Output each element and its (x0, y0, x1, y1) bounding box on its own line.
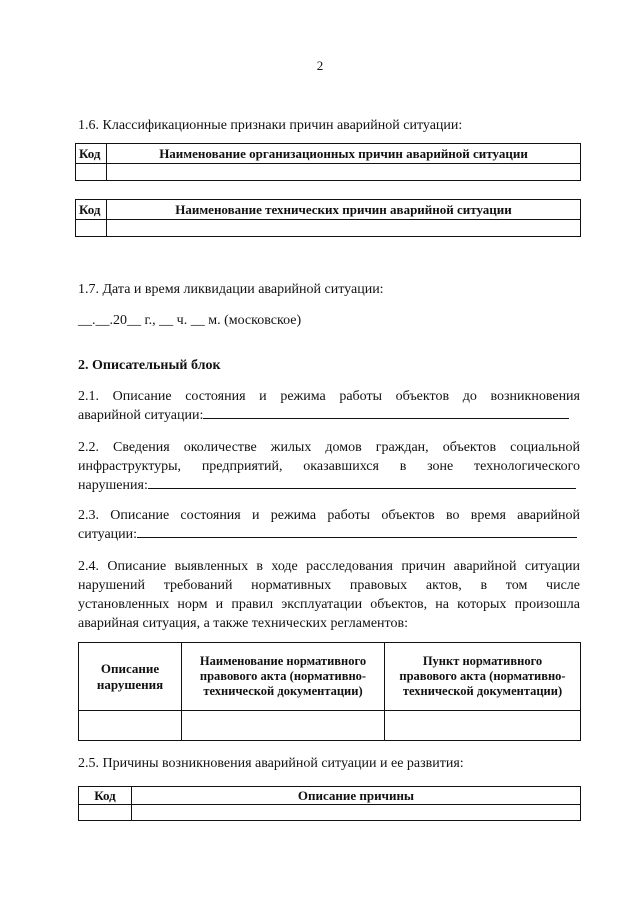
page-number: 2 (316, 58, 324, 73)
table3-col2-line3: технической документации) (203, 684, 363, 698)
p24-line1: 2.4. Описание выявленных в ходе расследования причин аварийной ситуации (78, 559, 580, 574)
table4-desc-header: Описание причины (132, 787, 581, 805)
table3-col3-line3: технической документации) (402, 684, 563, 698)
p23-fill-line (137, 525, 577, 538)
table3-col2-line2: правового акта (нормативно- (199, 669, 367, 683)
p22-line3 (78, 476, 576, 495)
technical-causes-table (75, 199, 581, 237)
table2-code-cell (76, 220, 107, 237)
table3-col3-line2: правового акта (нормативно- (399, 669, 566, 683)
p21-line1: 2.1. Описание состояния и режима работы объектов до возникновения (78, 389, 580, 404)
table3-description-header (79, 643, 182, 711)
p22-fill-line (148, 476, 576, 489)
p21-label: аварийной ситуации: (78, 408, 204, 423)
violations-table (78, 642, 581, 741)
p22-label: нарушения: (78, 478, 148, 493)
table4-desc-cell (132, 805, 581, 821)
p24-line4: аварийная ситуация, а также технических регламентов: (78, 616, 408, 631)
table1-code-cell (76, 164, 107, 181)
organizational-causes-table (75, 143, 581, 181)
p23-line2 (78, 525, 577, 544)
p22-line1: 2.2. Сведения околичестве жилых домов граждан, объектов социальной (78, 440, 580, 455)
table1-code-header: Код (76, 144, 107, 164)
p24-line2: нарушений требований нормативных правовых актов, в том числе (78, 578, 580, 593)
section-1-7-heading: 1.7. Дата и время ликвидации аварийной ситуации: (78, 282, 384, 297)
section-2-heading: 2. Описательный блок (78, 358, 221, 373)
table3-act-name-header (182, 643, 385, 711)
table3-cell-1 (79, 711, 182, 741)
p23-label: ситуации: (78, 527, 138, 542)
table3-cell-2 (182, 711, 385, 741)
table3-col1-line1: Описание (100, 660, 160, 676)
table3-cell-3 (385, 711, 581, 741)
p21-line2 (78, 406, 569, 425)
p25-heading: 2.5. Причины возникновения аварийной ситуации и ее развития: (78, 756, 464, 771)
table2-code-header: Код (76, 200, 107, 220)
p21-fill-line (203, 406, 569, 419)
liquidation-datetime-line: __.__.20__ г., __ ч. __ м. (московское) (78, 313, 302, 328)
p24-line3: установленных норм и правил эксплуатации объектов, на которых произошла (78, 597, 580, 612)
causes-table (78, 786, 581, 821)
p23-line1: 2.3. Описание состояния и режима работы объектов во время аварийной (78, 508, 580, 523)
table3-col2-line1: Наименование нормативного (199, 654, 367, 668)
table3-col3-line1: Пункт нормативного (422, 654, 543, 668)
table2-name-header: Наименование технических причин аварийной ситуации (107, 200, 581, 220)
table3-col1-line2: нарушения (96, 676, 164, 692)
table4-code-header: Код (79, 787, 132, 805)
table2-name-cell (107, 220, 581, 237)
p22-line2: инфраструктуры, предприятий, оказавшихся в зоне технологического (78, 459, 580, 474)
table1-name-header: Наименование организационных причин аварийной ситуации (107, 144, 581, 164)
table3-act-clause-header (385, 643, 581, 711)
table1-name-cell (107, 164, 581, 181)
section-1-6-heading: 1.6. Классификационные признаки причин аварийной ситуации: (78, 118, 463, 133)
table4-code-cell (79, 805, 132, 821)
